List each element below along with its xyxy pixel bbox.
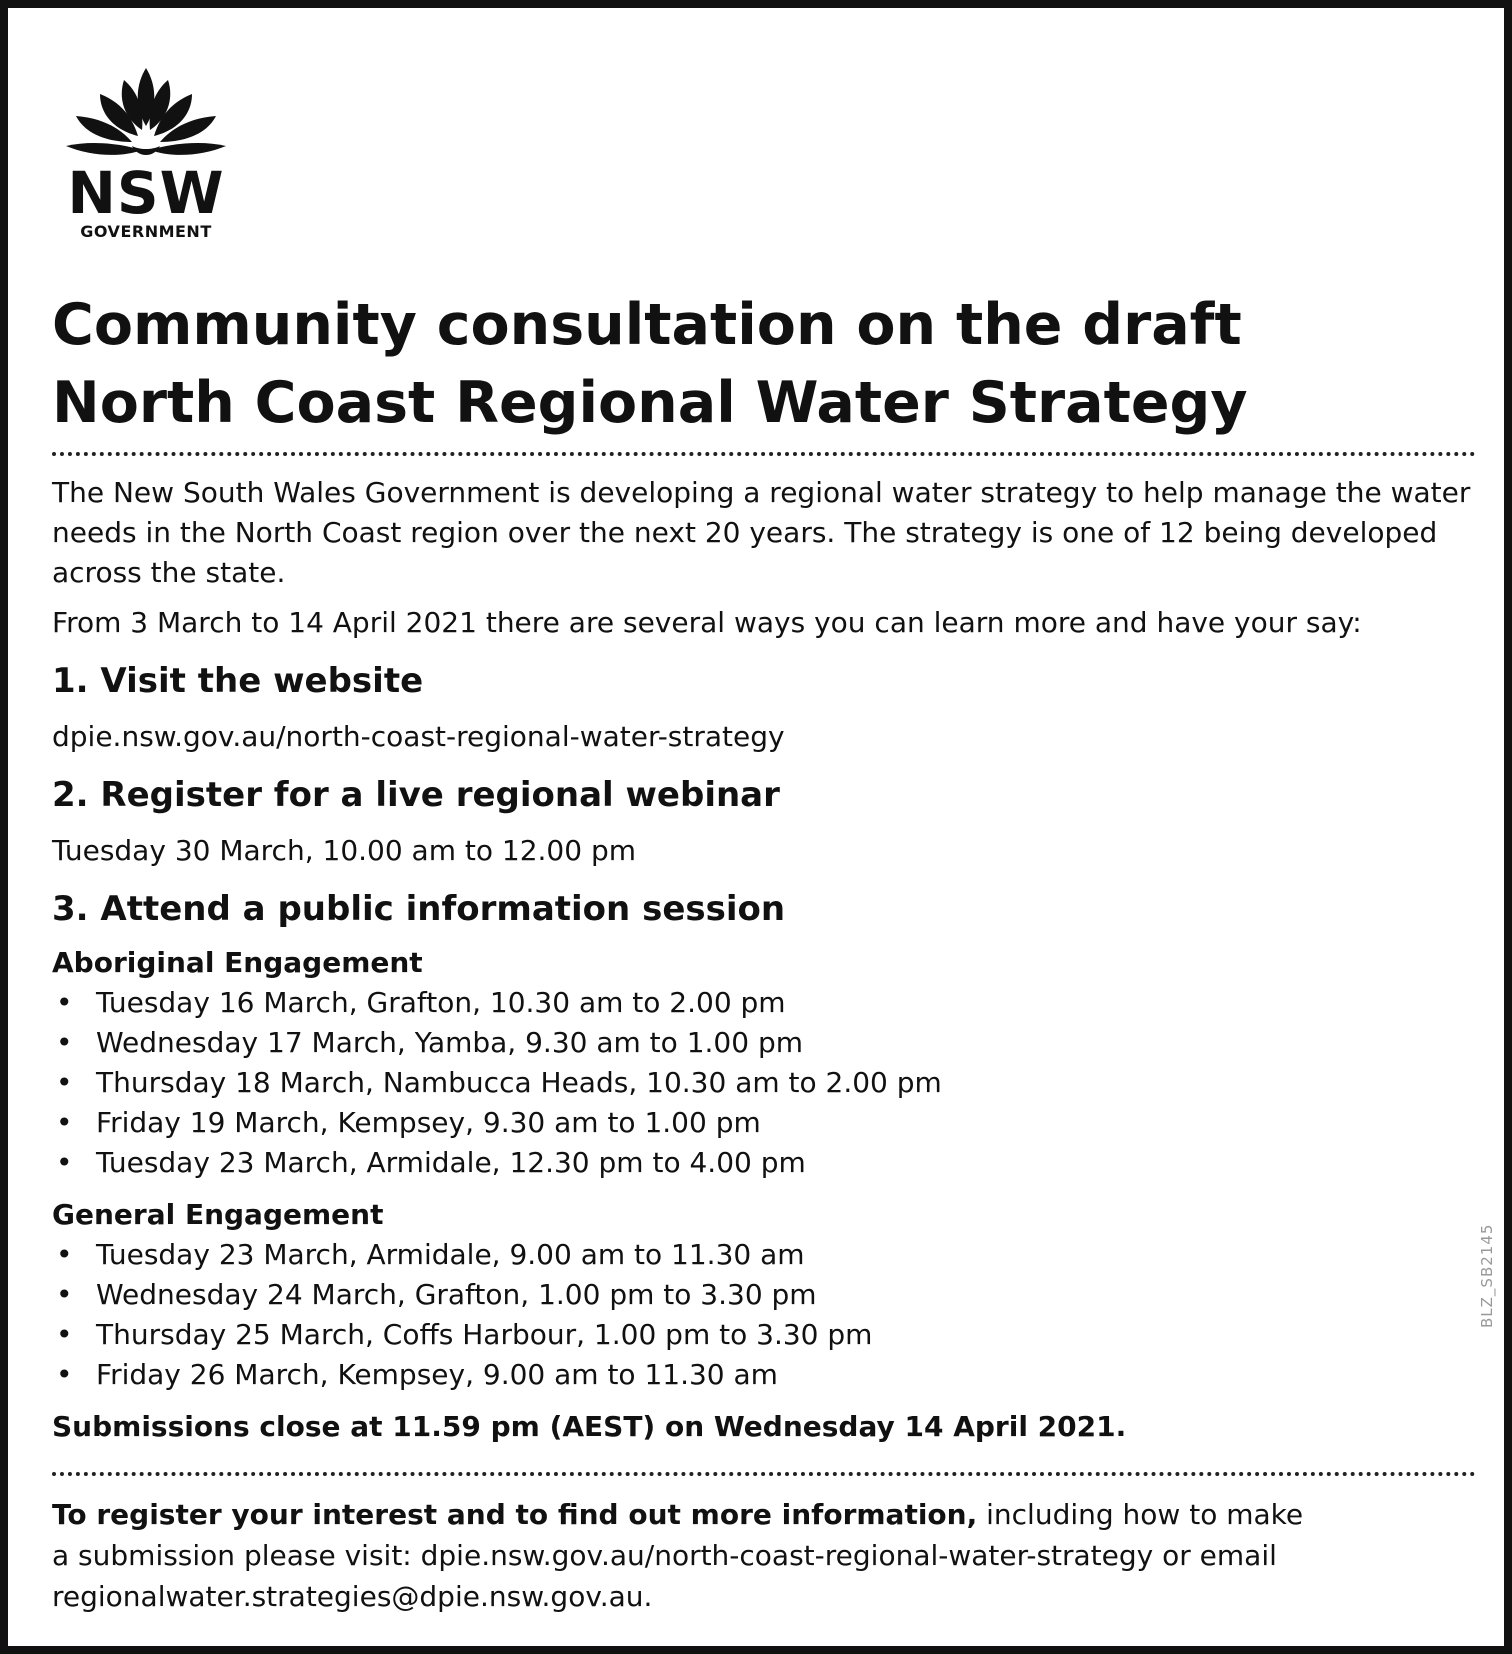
bullet: • [56, 1146, 73, 1179]
general-engagement-heading: General Engagement [52, 1198, 384, 1231]
bullet: • [56, 1238, 73, 1271]
session-text: Tuesday 16 March, Grafton, 10.30 am to 2.00 pm [96, 986, 786, 1019]
dotted-divider-top [52, 452, 1476, 456]
session-text: Wednesday 24 March, Grafton, 1.00 pm to 3.30 pm [96, 1278, 817, 1311]
aboriginal-engagement-heading: Aboriginal Engagement [52, 946, 423, 979]
list-item [52, 1023, 1482, 1063]
footer-info [52, 1494, 1472, 1617]
bullet: • [56, 1026, 73, 1059]
footer-line-2: a submission please visit: dpie.nsw.gov.au/north-coast-regional-water-strategy or email [52, 1539, 1277, 1572]
list-item [52, 1063, 1482, 1103]
footer-bold-lead: To register your interest and to find out more information, [52, 1498, 978, 1531]
list-item [52, 1275, 1482, 1315]
submissions-close-notice: Submissions close at 11.59 pm (AEST) on Wednesday 14 April 2021. [52, 1410, 1127, 1443]
waratah-flower-icon [62, 66, 230, 162]
bullet: • [56, 1358, 73, 1391]
main-content [52, 473, 1482, 1447]
lead-paragraph: From 3 March to 14 April 2021 there are several ways you can learn more and have your say: [52, 606, 1362, 639]
general-sessions-list [52, 1235, 1482, 1395]
list-item [52, 1143, 1482, 1183]
logo-wordmark: NSW [67, 159, 225, 227]
bullet: • [56, 986, 73, 1019]
dotted-divider-bottom [52, 1472, 1476, 1476]
bullet: • [56, 1278, 73, 1311]
session-text: Friday 19 March, Kempsey, 9.30 am to 1.00 pm [96, 1106, 761, 1139]
step-2-heading: 2. Register for a live regional webinar [52, 775, 780, 815]
list-item [52, 1103, 1482, 1143]
session-text: Thursday 25 March, Coffs Harbour, 1.00 pm to 3.30 pm [96, 1318, 873, 1351]
logo-subtitle: GOVERNMENT [80, 222, 212, 241]
document-code: BLZ_SB2145 [1478, 1223, 1496, 1328]
list-item [52, 1235, 1482, 1275]
title-line-2: North Coast Regional Water Strategy [52, 370, 1248, 436]
list-item [52, 983, 1482, 1023]
session-text: Tuesday 23 March, Armidale, 12.30 pm to 4.00 pm [96, 1146, 806, 1179]
session-text: Wednesday 17 March, Yamba, 9.30 am to 1.00 pm [96, 1026, 803, 1059]
bullet: • [56, 1106, 73, 1139]
nsw-government-logo [62, 66, 230, 241]
footer-line-1-rest: including how to make [977, 1498, 1304, 1531]
footer-line-3[interactable]: regionalwater.strategies@dpie.nsw.gov.au. [52, 1580, 653, 1613]
step-1-heading: 1. Visit the website [52, 661, 424, 701]
session-text: Tuesday 23 March, Armidale, 9.00 am to 11.30 am [96, 1238, 805, 1271]
bullet: • [56, 1066, 73, 1099]
aboriginal-sessions-list [52, 983, 1482, 1183]
list-item [52, 1315, 1482, 1355]
session-text: Thursday 18 March, Nambucca Heads, 10.30 am to 2.00 pm [96, 1066, 942, 1099]
title-line-1: Community consultation on the draft [52, 292, 1242, 358]
session-text: Friday 26 March, Kempsey, 9.00 am to 11.30 am [96, 1358, 778, 1391]
bullet: • [56, 1318, 73, 1351]
step-3-heading: 3. Attend a public information session [52, 889, 786, 929]
page-title [52, 286, 1472, 442]
intro-paragraph: The New South Wales Government is developing a regional water strategy to help manage the water needs in the North Coast region over the next 20 years. The strategy is one of 12 being developed across the state. [52, 476, 1471, 589]
footer-line-1 [52, 1494, 1472, 1535]
list-item [52, 1355, 1482, 1395]
website-url[interactable]: dpie.nsw.gov.au/north-coast-regional-water-strategy [52, 720, 785, 753]
webinar-date: Tuesday 30 March, 10.00 am to 12.00 pm [52, 834, 637, 867]
